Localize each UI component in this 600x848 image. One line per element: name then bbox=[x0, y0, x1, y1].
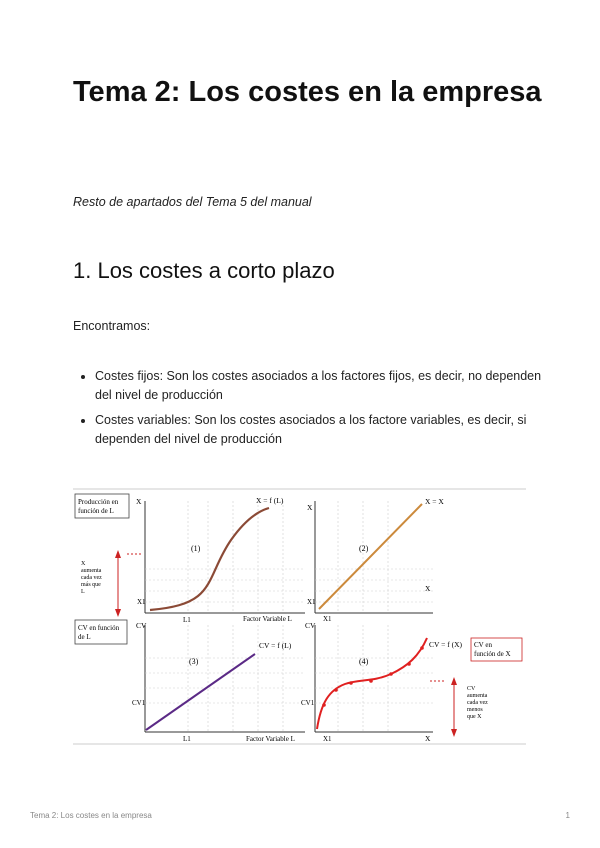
tick-label: L1 bbox=[183, 616, 191, 624]
tick-label: L1 bbox=[183, 735, 191, 743]
axis-label: CV bbox=[136, 621, 147, 630]
note-line: X bbox=[81, 561, 86, 567]
note-line: cada vez bbox=[467, 700, 488, 706]
cost-diagram-figure bbox=[73, 488, 526, 746]
tick-label: CV1 bbox=[301, 699, 315, 707]
intro-text: Encontramos: bbox=[73, 319, 151, 333]
quadrant-label: (2) bbox=[359, 544, 369, 553]
note-line: menos bbox=[467, 707, 483, 713]
bullet-list bbox=[73, 367, 555, 455]
note-line: cada vez bbox=[81, 575, 102, 581]
note-line: aumenta bbox=[467, 693, 488, 699]
note-line: más que bbox=[81, 582, 101, 588]
axis-label: X bbox=[425, 584, 431, 593]
page-title: Tema 2: Los costes en la empresa bbox=[73, 76, 542, 108]
bullet-item: • Costes fijos: Son los costes asociados a los factores fijos, es decir, no dependen del nivel de producción bbox=[95, 367, 555, 405]
tick-label: X1 bbox=[307, 598, 316, 606]
quadrant-label: (1) bbox=[191, 544, 201, 553]
curve-label: X = f (L) bbox=[256, 496, 284, 505]
box-line: función de X bbox=[474, 650, 511, 658]
box-production-l bbox=[75, 494, 129, 518]
box-cv-l bbox=[75, 620, 127, 644]
box-line: CV en bbox=[474, 641, 492, 649]
box-line: CV en función bbox=[78, 624, 120, 632]
note-line: que X bbox=[467, 714, 482, 720]
tick-label: X1 bbox=[137, 598, 146, 606]
box-cv-x bbox=[471, 638, 522, 661]
page-number: 1 bbox=[565, 811, 570, 820]
axis-label: X bbox=[425, 734, 431, 743]
tick-label: X1 bbox=[323, 735, 332, 743]
tick-label: X1 bbox=[323, 615, 332, 623]
tick-label: CV1 bbox=[132, 699, 146, 707]
axis-label: Factor Variable L bbox=[246, 735, 295, 743]
axis-label: X bbox=[307, 503, 313, 512]
note-line: L bbox=[81, 589, 85, 595]
curve-label: X = X bbox=[425, 497, 444, 506]
quadrant-label: (4) bbox=[359, 657, 369, 666]
axis-label: CV bbox=[305, 621, 316, 630]
box-line: de L bbox=[78, 633, 91, 641]
subtitle: Resto de apartados del Tema 5 del manual bbox=[73, 195, 312, 209]
bullet-item: • Costes variables: Son los costes asociados a los factore variables, es decir, si dependen del nivel de producción bbox=[95, 411, 555, 449]
section-heading: 1. Los costes a corto plazo bbox=[73, 258, 335, 283]
curve-label: CV = f (L) bbox=[259, 641, 292, 650]
quadrant-label: (3) bbox=[189, 657, 199, 666]
box-line: Producción en bbox=[78, 498, 119, 506]
curve-label: CV = f (X) bbox=[429, 640, 463, 649]
footer-title: Tema 2: Los costes en la empresa bbox=[30, 811, 152, 820]
box-line: función de L bbox=[78, 507, 114, 515]
axis-label: Factor Variable L bbox=[243, 615, 292, 623]
note-line: CV bbox=[467, 686, 476, 692]
note-line: aumenta bbox=[81, 568, 102, 574]
axis-label: X bbox=[136, 497, 142, 506]
